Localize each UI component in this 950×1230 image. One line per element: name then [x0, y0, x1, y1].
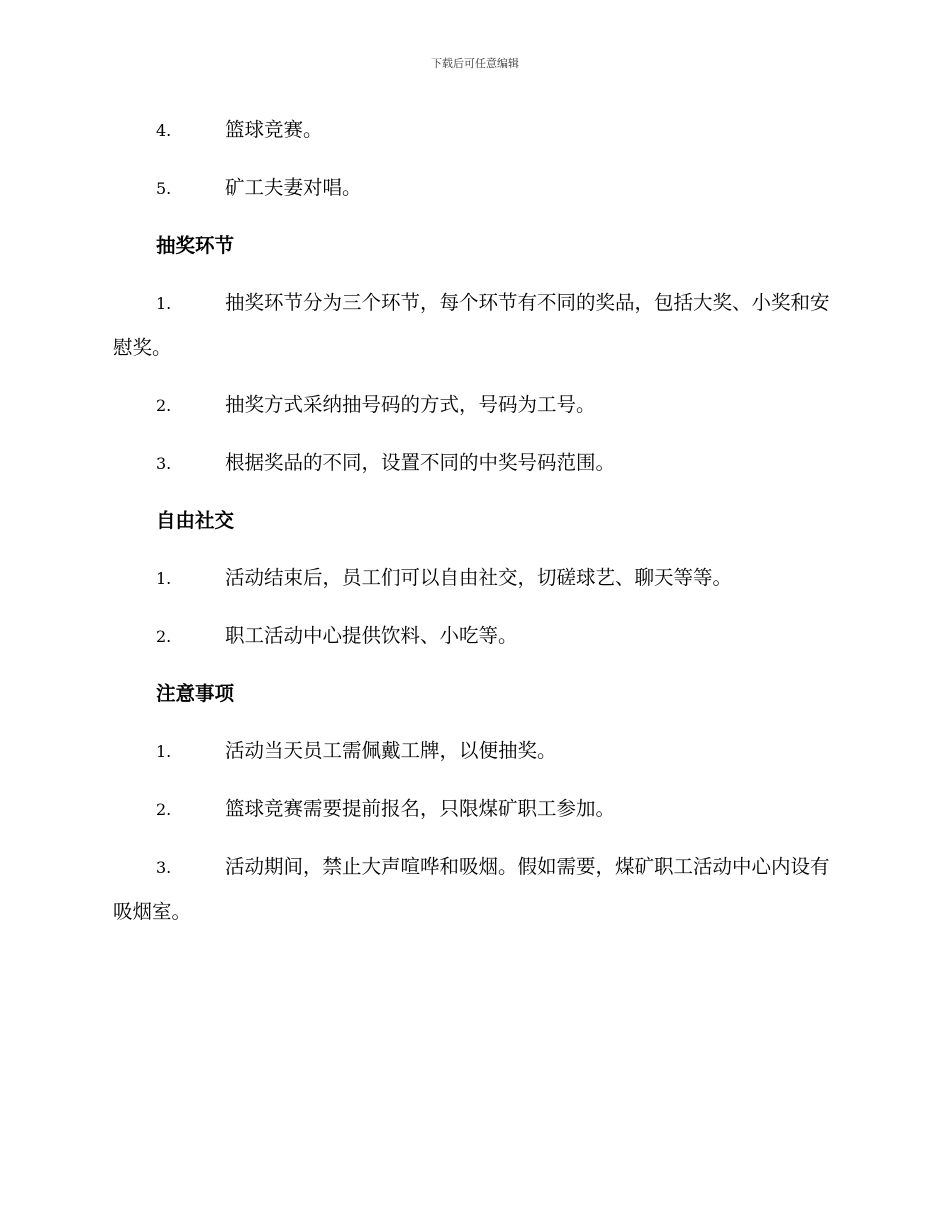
section-heading-lottery: 抽奖环节: [156, 234, 235, 257]
list-item-number: 5.: [156, 179, 172, 198]
list-item-text: 活动结束后，员工们可以自由社交，切磋球艺、聊天等等。: [225, 566, 733, 589]
list-item-number: 1.: [156, 569, 172, 588]
list-item-text: 篮球竞赛需要提前报名，只限煤矿职工参加。: [225, 797, 616, 820]
list-item: [113, 441, 833, 486]
list-item: [113, 166, 833, 211]
list-item: [113, 845, 833, 934]
list-item-text: 活动当天员工需佩戴工牌，以便抽奖。: [225, 739, 557, 762]
list-item-number: 1.: [156, 294, 172, 313]
list-item-text: 抽奖方式采纳抽号码的方式，号码为工号。: [225, 393, 596, 416]
list-item: [113, 281, 833, 370]
list-item-number: 3.: [156, 454, 172, 473]
list-item: [113, 383, 833, 428]
list-item-text: 根据奖品的不同，设置不同的中奖号码范围。: [225, 451, 616, 474]
list-item-text: 篮球竞赛。: [225, 118, 323, 141]
list-item-number: 2.: [156, 396, 172, 415]
list-item-number: 4.: [156, 121, 172, 140]
list-item-number: 3.: [156, 858, 172, 877]
list-item: [113, 108, 833, 153]
list-item-text: 矿工夫妻对唱。: [225, 176, 362, 199]
list-item-text: 职工活动中心提供饮料、小吃等。: [225, 624, 518, 647]
list-item: [113, 787, 833, 832]
list-item-text: 抽奖环节分为三个环节，每个环节有不同的奖品，包括大奖、小奖和安慰奖。: [113, 291, 830, 359]
document-body: [113, 108, 833, 947]
list-item: [113, 614, 833, 659]
list-item: [113, 729, 833, 774]
list-item-number: 1.: [156, 742, 172, 761]
section-heading-social: 自由社交: [156, 509, 235, 532]
list-item-number: 2.: [156, 800, 172, 819]
section-heading-notes: 注意事项: [156, 682, 235, 705]
list-item-number: 2.: [156, 627, 172, 646]
list-item-text: 活动期间，禁止大声喧哗和吸烟。假如需要，煤矿职工活动中心内设有吸烟室。: [113, 855, 830, 923]
list-item: [113, 556, 833, 601]
header-note: 下载后可任意编辑: [431, 57, 519, 70]
